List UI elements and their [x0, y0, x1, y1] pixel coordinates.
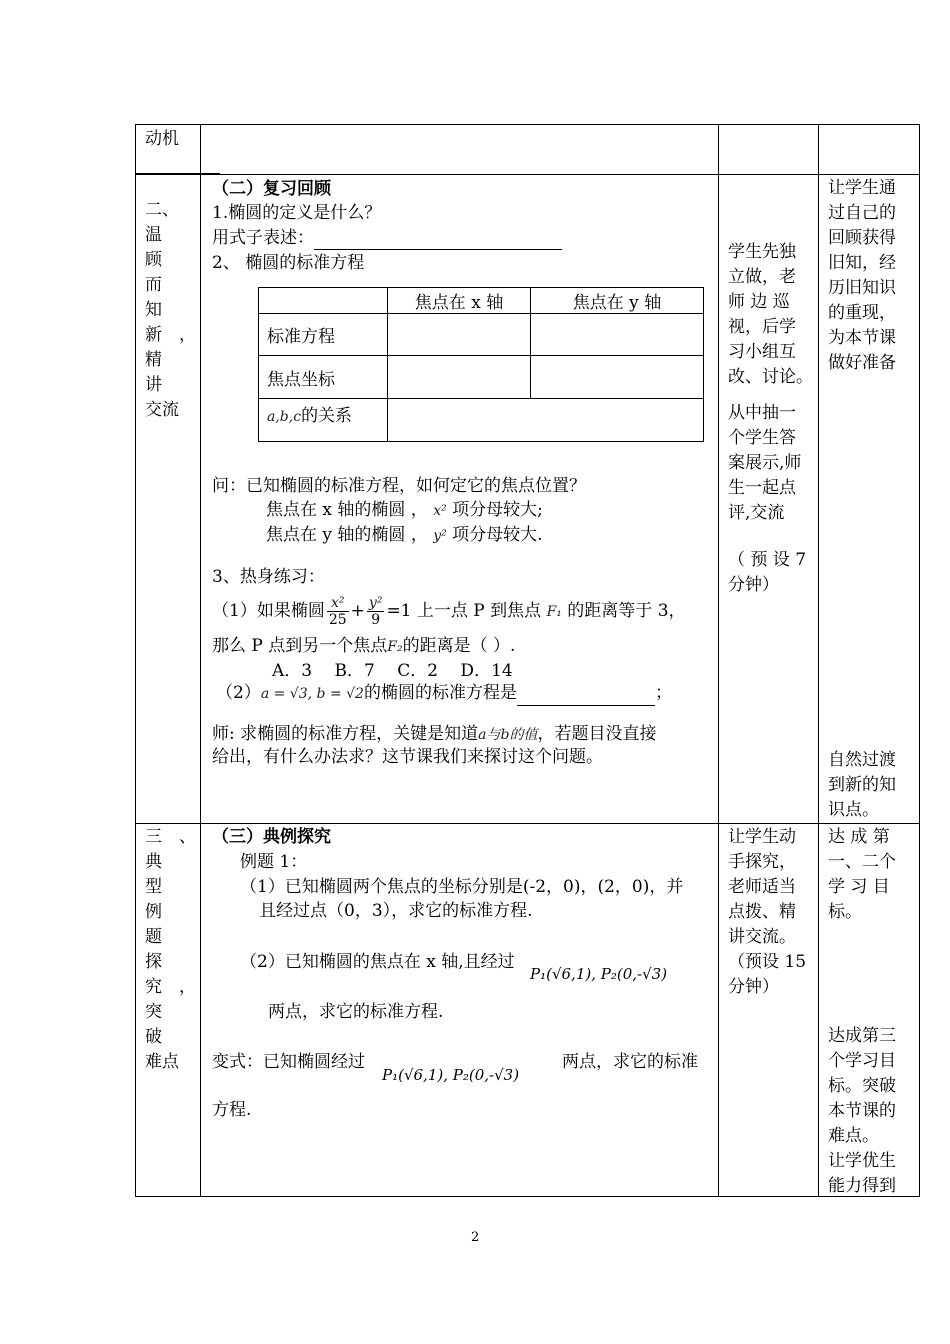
table-border-right [919, 124, 920, 1197]
warmup-title: 3、热身练习： [212, 567, 325, 587]
question-ellipse-definition: 1.椭圆的定义是什么？ [212, 203, 382, 223]
table-cell [531, 314, 704, 356]
row-divider-2 [135, 823, 920, 824]
question-standard-equation: 2、 椭圆的标准方程 [212, 253, 365, 273]
exercise-2: （2）a = √3, b = √2的椭圆的标准方程是 ； [216, 681, 672, 706]
table-row-label: 标准方程 [259, 314, 388, 356]
row2-teacher-activity: 让学生动 手探究， 老师适当 点拨、精 讲交流。 （预设 15 分钟） [728, 827, 807, 997]
teacher-remark-line-1: 师: 求椭圆的标准方程，关键是知道a与b的值，若题目没直接 [212, 724, 657, 744]
table-cell [531, 356, 704, 399]
row1-transition-note: 自然过渡 到新的知 识点。 [828, 750, 896, 820]
section-heading-review: （二）复习回顾 [212, 179, 331, 199]
row2-difficulty-note: 达成第三 个学习目 标。突破 本节课的 难点。 让学优生 能力得到 [828, 1026, 896, 1196]
problem-1-line-2: 且经过点（0，3），求它的标准方程. [259, 901, 533, 921]
variant-points: P₁(√6,1), P₂(0,-√3) [382, 1066, 520, 1084]
page-number: 2 [471, 1230, 480, 1245]
table-border-col2 [200, 124, 201, 1197]
exercise-1-line-2: 那么 P 点到另一个焦点F₂的距离是（ ）. [212, 636, 516, 656]
standard-equation-table [258, 287, 704, 442]
problem-2-points: P₁(√6,1), P₂(0,-√3) [530, 965, 668, 983]
row1-teacher-activity: 学生先独 立做，老 师 边 巡 视，后学 习小组互 改、讨论。 从中抽一 个学生答 案展示,师 生一起点 评,交流 （ 预 设 7 分钟） [728, 242, 813, 595]
teacher-remark-line-2: 给出，有什么办法求？这节课我们来探讨这个问题。 [212, 747, 603, 767]
table-border-top [135, 124, 920, 125]
x-axis-rule: 焦点在 x 轴的椭圆 ， x² 项分母较大; [266, 500, 543, 520]
y-axis-rule: 焦点在 y 轴的椭圆 ， y² 项分母较大. [266, 525, 543, 545]
row2-design-intent: 达 成 第 一、二个 学 习 目 标。 [828, 827, 896, 922]
table-header-x-axis: 焦点在 x 轴 [388, 288, 531, 314]
formula-prompt: 用式子表述： [212, 226, 562, 250]
example-label: 例题 1： [240, 852, 308, 872]
row0-stage-label: 动机 [145, 129, 179, 149]
question-focus-position: 问：已知椭圆的标准方程，如何定它的焦点位置？ [212, 476, 586, 496]
problem-1-line-1: （1）已知椭圆两个焦点的坐标分别是(-2，0)，(2，0)，并 [240, 877, 684, 897]
row-divider-1 [135, 174, 920, 175]
table-border-left [135, 124, 136, 1197]
variant-line-2: 方程. [212, 1100, 252, 1120]
table-row-label: a,b,c的关系 [259, 399, 388, 442]
table-header-y-axis: 焦点在 y 轴 [531, 288, 704, 314]
exercise-1-line-1: （1）如果椭圆 $\frac{\text{x²}}{25}$ + $\frac{\text{y²}}{9}$ =1 上一点 P 到焦点 F₁ 的距离等于 3， [212, 595, 686, 628]
row2-stage-label: 三 、 典 型 例 题 探 究 ， 突 破 难点 [145, 827, 196, 1072]
table-cell [388, 314, 531, 356]
fraction-y2-9: $\frac{\text{y²}}{9}$ [368, 595, 383, 628]
answer-blank [517, 687, 655, 706]
row-divider-1-accent [135, 173, 220, 174]
table-border-bottom [135, 1196, 920, 1197]
problem-2-line-1: （2）已知椭圆的焦点在 x 轴,且经过 [240, 952, 515, 972]
table-border-col3 [718, 124, 719, 1197]
table-cell [388, 399, 704, 442]
row1-stage-label: 二、 温 顾 而 知 新 ， 精 讲 交流 [145, 200, 196, 420]
answer-blank [314, 231, 562, 250]
table-row-label: 焦点坐标 [259, 356, 388, 399]
exercise-1-choices: A．3 B．7 C．2 D．14 [272, 661, 513, 681]
table-cell [388, 356, 531, 399]
table-border-col4 [818, 124, 819, 1197]
fraction-x2-25: $\frac{\text{x²}}{25}$ [328, 595, 347, 628]
section-heading-examples: （三）典例探究 [212, 827, 331, 847]
problem-2-line-2: 两点，求它的标准方程. [268, 1002, 444, 1022]
row1-design-intent: 让学生通 过自己的 回顾获得 旧知，经 历旧知识 的重现， 为本节课 做好准备 [828, 178, 896, 373]
variant-line-1: 变式：已知椭圆经过 [212, 1052, 365, 1072]
table-header-empty [259, 288, 388, 314]
variant-line-1-end: 两点，求它的标准 [562, 1052, 698, 1072]
